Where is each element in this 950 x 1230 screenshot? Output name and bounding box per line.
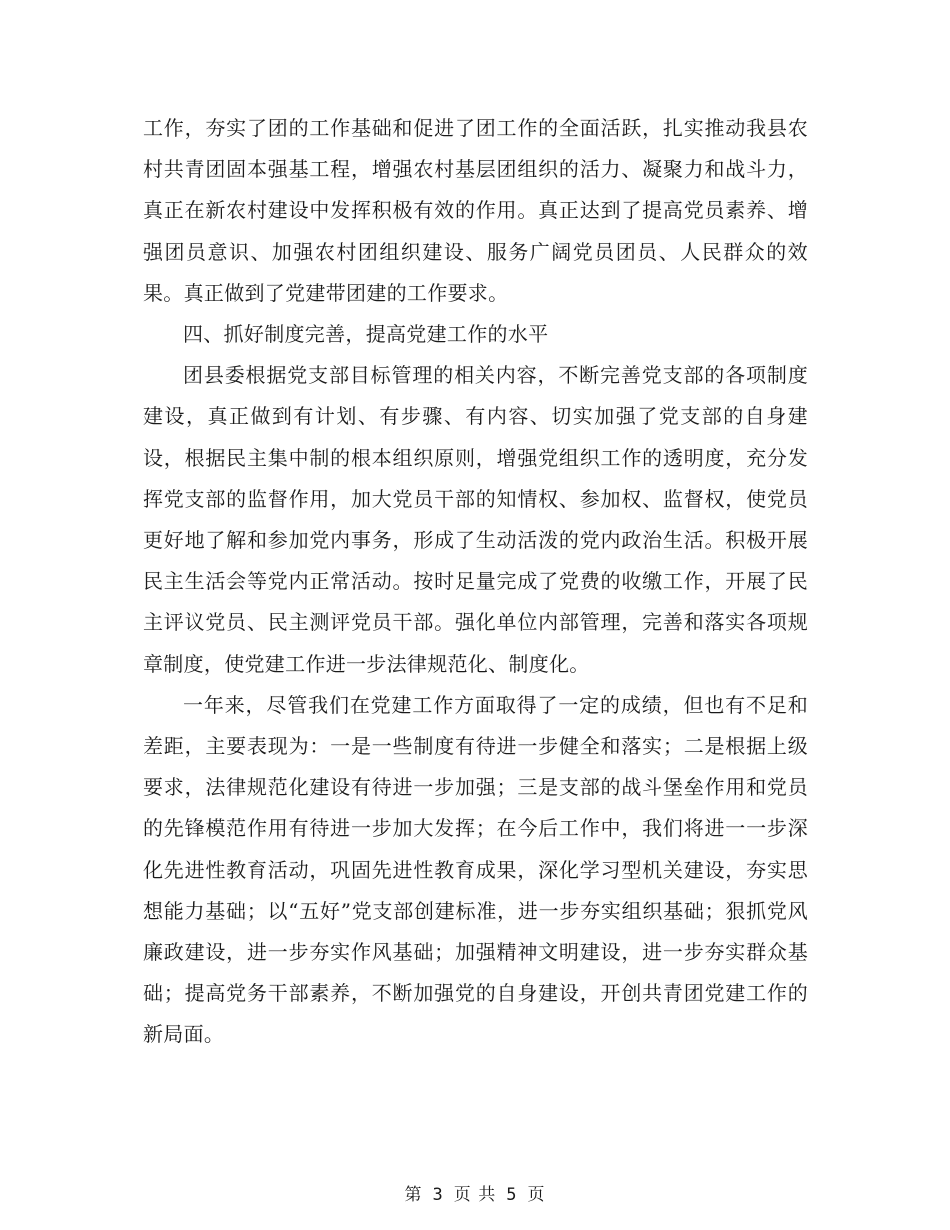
document-body: [143, 108, 808, 1056]
footer-current-page: 3: [432, 1185, 444, 1205]
paragraph-continuation: 工作，夯实了团的工作基础和促进了团工作的全面活跃，扎实推动我县农村共青团固本强基工程，增强农村基层团组织的活力、凝聚力和战斗力，真正在新农村建设中发挥积极有效的作用。真正达到了提高党员素养、增强团员意识、加强农村团组织建设、服务广阔党员团员、人民群众的效果。真正做到了党建带团建的工作要求。: [143, 116, 808, 305]
footer-suffix: 页: [527, 1185, 546, 1205]
footer-prefix: 第: [404, 1185, 423, 1205]
page-footer: [0, 1180, 950, 1205]
paragraph-system-improvement: 团县委根据党支部目标管理的相关内容，不断完善党支部的各项制度建设，真正做到有计划、有步骤、有内容、切实加强了党支部的自身建设，根据民主集中制的根本组织原则，增强党组织工作的透明度，充分发挥党支部的监督作用，加大党员干部的知情权、参加权、监督权，使党员更好地了解和参加党内事务，形成了生动活泼的党内政治生活。积极开展民主生活会等党内正常活动。按时足量完成了党费的收缴工作，开展了民主评议党员、民主测评党员干部。强化单位内部管理，完善和落实各项规章制度，使党建工作进一步法律规范化、制度化。: [143, 363, 808, 676]
footer-middle: 页 共: [453, 1185, 497, 1205]
section-heading: 四、抓好制度完善，提高党建工作的水平: [183, 322, 549, 347]
paragraph-summary: 一年来，尽管我们在党建工作方面取得了一定的成绩，但也有不足和差距，主要表现为：一是一些制度有待进一步健全和落实；二是根据上级要求，法律规范化建设有待进一步加强；三是支部的战斗堡垒作用和党员的先锋模范作用有待进一步加大发挥；在今后工作中，我们将进一一步深化先进性教育活动，巩固先进性教育成果，深化学习型机关建设，夯实思想能力基础；以“五好”党支部创建标准，进一步夯实组织基础；狠抓党风廉政建设，进一步夯实作风基础；加强精神文明建设，进一步夯实群众基础；提高党务干部素养，不断加强党的自身建设，开创共青团党建工作的新局面。: [143, 692, 808, 1047]
footer-total-pages: 5: [506, 1185, 518, 1205]
